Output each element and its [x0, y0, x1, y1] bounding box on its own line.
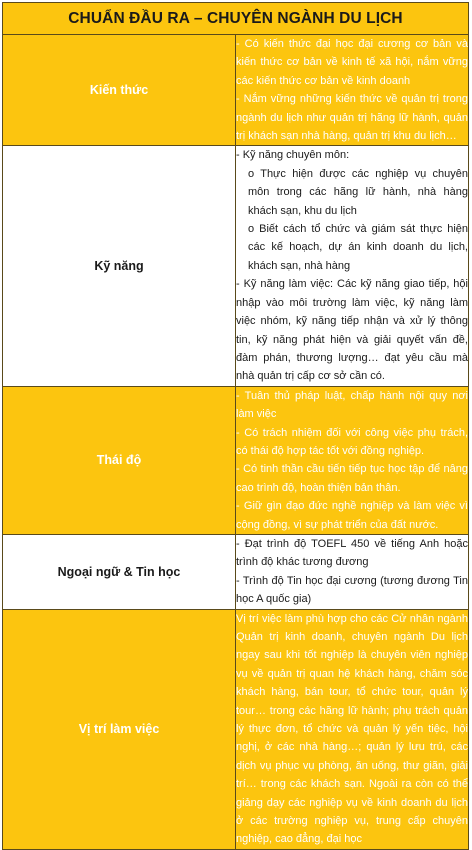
row-label-job-positions: Vị trí làm việc	[3, 609, 236, 849]
row-content-knowledge: - Có kiến thức đại học đại cương cơ bản và kiến thức cơ bản về kinh tế xã hội, nắm vững các kiến thức cơ bản về kinh doanh - Nắm vững những kiến thức về quản trị trong ngành du lịch như quản trị hãng lữ hành, quản trị khách sạn nhà hàng, quản trị khu du lịch…	[236, 35, 469, 146]
row-content-skills: - Kỹ năng chuyên môn: o Thực hiện được các nghiệp vụ chuyên môn trong các hãng lữ hành, nhà hàng khách sạn, khu du lịch o Biết cách tổ chức và giám sát thực hiện các kế hoạch, dự án kinh doanh du lịch, khách sạn, nhà hàng - Kỹ năng làm việc: Các kỹ năng giao tiếp, hội nhập vào môi trường làm việc, kỹ năng làm việc nhóm, kỹ năng tiếp nhận và xử lý thông tin, kỹ năng phát hiện và giải quyết vấn đề, đàm phán, thương lượng… đạt yêu cầu mà nhà quản trị cấp cơ sở cần có.	[236, 146, 469, 386]
row-content-language-it: - Đạt trình độ TOEFL 450 về tiếng Anh hoặc trình độ khác tương đương - Trình độ Tin học đại cương (tương đương Tin học A quốc gia)	[236, 534, 469, 609]
row-content-attitude: - Tuân thủ pháp luật, chấp hành nội quy nơi làm việc - Có trách nhiệm đối với công việc phụ trách, có thái độ hợp tác tốt với đồng nghiệp. - Có tinh thần cầu tiến tiếp tục học tập để nâng cao trình độ, hoàn thiện bản thân. - Giữ gìn đạo đức nghề nghiệp và làm việc vì cộng đồng, vì sự phát triển của đất nước.	[236, 386, 469, 534]
table-row	[3, 35, 469, 146]
row-label-knowledge: Kiến thức	[3, 35, 236, 146]
table-row	[3, 146, 469, 386]
row-label-attitude: Thái độ	[3, 386, 236, 534]
table-row	[3, 534, 469, 609]
row-label-language-it: Ngoại ngữ & Tin học	[3, 534, 236, 609]
row-content-job-positions: Vị trí việc làm phù hợp cho các Cử nhân ngành Quản trị kinh doanh, chuyên ngành Du lịch ngay sau khi tốt nghiệp là chuyên viên nghiệp vụ về quản trị quan hệ khách hàng, chăm sóc khách hàng, bán tour, tổ chức tour, quản lý tour… trong các hãng lữ hành; phụ trách quản lý thực đơn, tổ chức và quản lý yến tiệc, hội nghị, ở các nhà hàng…; quản lý lưu trú, các dịch vụ phục vụ phòng, ăn uống, thư giãn, giải trí… trong các khách sạn. Ngoài ra còn có thể giảng dạy các nghiệp vụ về kinh doanh du lịch ở các trường nghiệp vụ, trung cấp chuyên nghiệp, cao đẳng, đại học	[236, 609, 469, 849]
learning-outcomes-table	[2, 2, 469, 850]
table-title: CHUẨN ĐẦU RA – CHUYÊN NGÀNH DU LỊCH	[3, 3, 469, 35]
row-label-skills: Kỹ năng	[3, 146, 236, 386]
table-row	[3, 609, 469, 849]
table-row	[3, 386, 469, 534]
